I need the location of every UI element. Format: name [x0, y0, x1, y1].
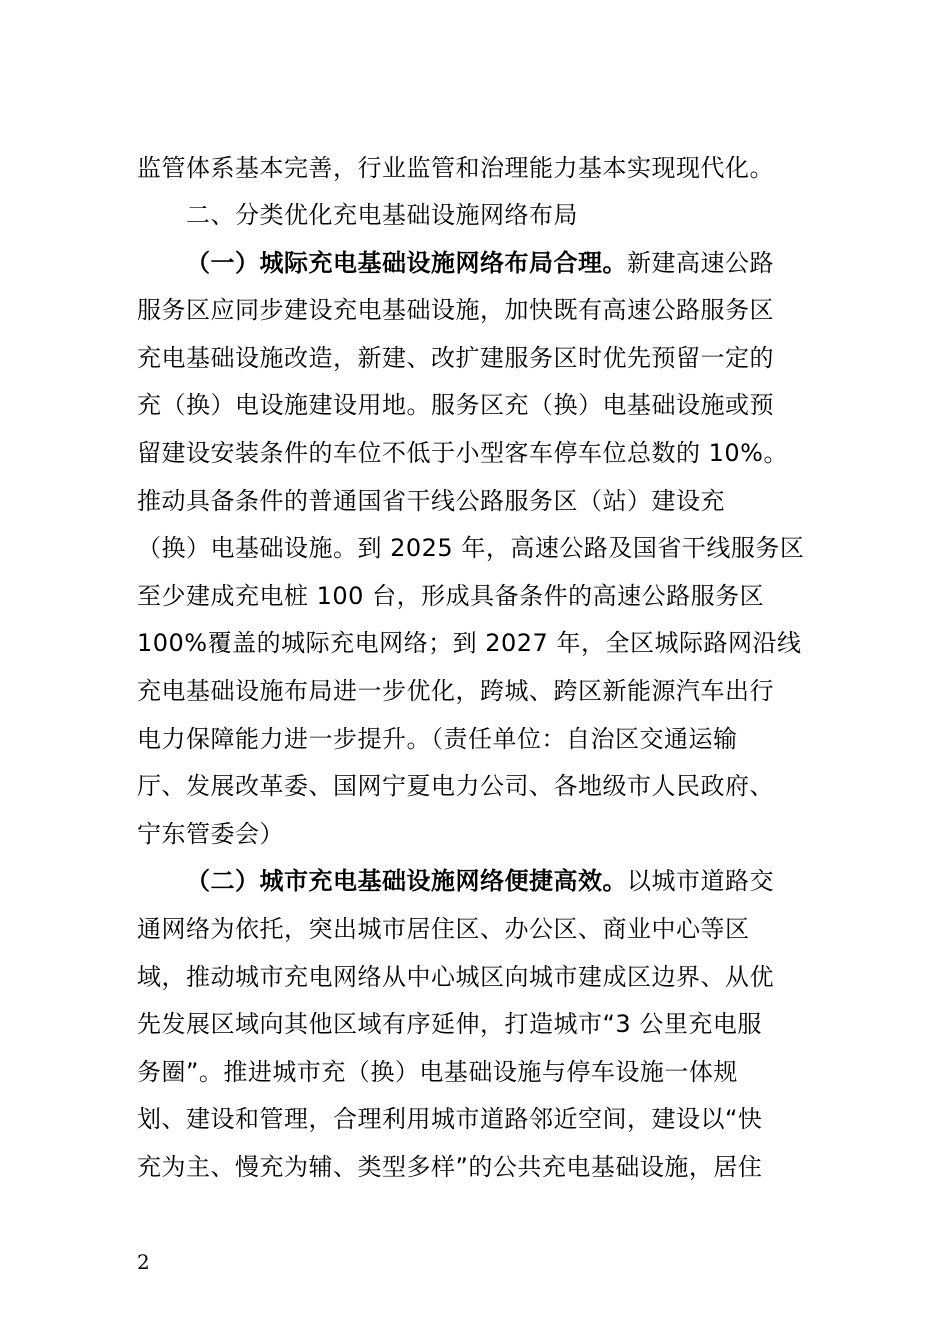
text-line: 充电基础设施布局进一步优化，跨城、跨区新能源汽车出行: [137, 677, 774, 705]
section-lead-2: （二）城市充电基础设施网络便捷高效。: [186, 867, 627, 895]
text-line: 宁东管委会）: [137, 820, 284, 848]
text-line: 100%覆盖的城际充电网络；到 2027 年，全区城际路网沿线: [137, 629, 802, 657]
section-heading: 二、分类优化充电基础设施网络布局: [186, 201, 578, 229]
text-line: 充为主、慢充为辅、类型多样”的公共充电基础设施，居住: [137, 1153, 763, 1181]
text-line: 域，推动城市充电网络从中心城区向城市建成区边界、从优: [137, 963, 774, 991]
text-span: 新建高速公路: [627, 249, 774, 277]
section-lead-1: （一）城际充电基础设施网络布局合理。: [186, 249, 627, 277]
text-line: 务圈”。推进城市充（换）电基础设施与停车设施一体规: [137, 1058, 738, 1086]
text-line: 充电基础设施改造，新建、改扩建服务区时优先预留一定的: [137, 344, 774, 372]
text-line: 先发展区域向其他区域有序延伸，打造城市“3 公里充电服: [137, 1010, 762, 1038]
text-line: 划、建设和管理，合理利用城市道路邻近空间，建设以“快: [137, 1105, 763, 1133]
text-line: 服务区应同步建设充电基础设施，加快既有高速公路服务区: [137, 296, 774, 324]
paragraph-first-line: [186, 243, 876, 283]
page-number: 2: [137, 1250, 150, 1274]
text-line: 推动具备条件的普通国省干线公路服务区（站）建设充: [137, 487, 725, 515]
text-line: 至少建成充电桩 100 台，形成具备条件的高速公路服务区: [137, 582, 765, 610]
text-line: 通网络为依托，突出城市居住区、办公区、商业中心等区: [137, 915, 750, 943]
text-line: 监管体系基本完善，行业监管和治理能力基本实现现代化。: [137, 154, 774, 182]
text-line: 厅、发展改革委、国网宁夏电力公司、各地级市人民政府、: [137, 772, 774, 800]
text-line: （换）电基础设施。到 2025 年，高速公路及国省干线服务区: [137, 534, 805, 562]
text-span: 以城市道路交: [627, 867, 774, 895]
paragraph-first-line: [186, 861, 876, 901]
text-line: 电力保障能力进一步提升。（责任单位：自治区交通运输: [137, 725, 738, 753]
text-line: 留建设安装条件的车位不低于小型客车停车位总数的 10%。: [137, 439, 788, 467]
text-line: 充（换）电设施建设用地。服务区充（换）电基础设施或预: [137, 391, 774, 419]
